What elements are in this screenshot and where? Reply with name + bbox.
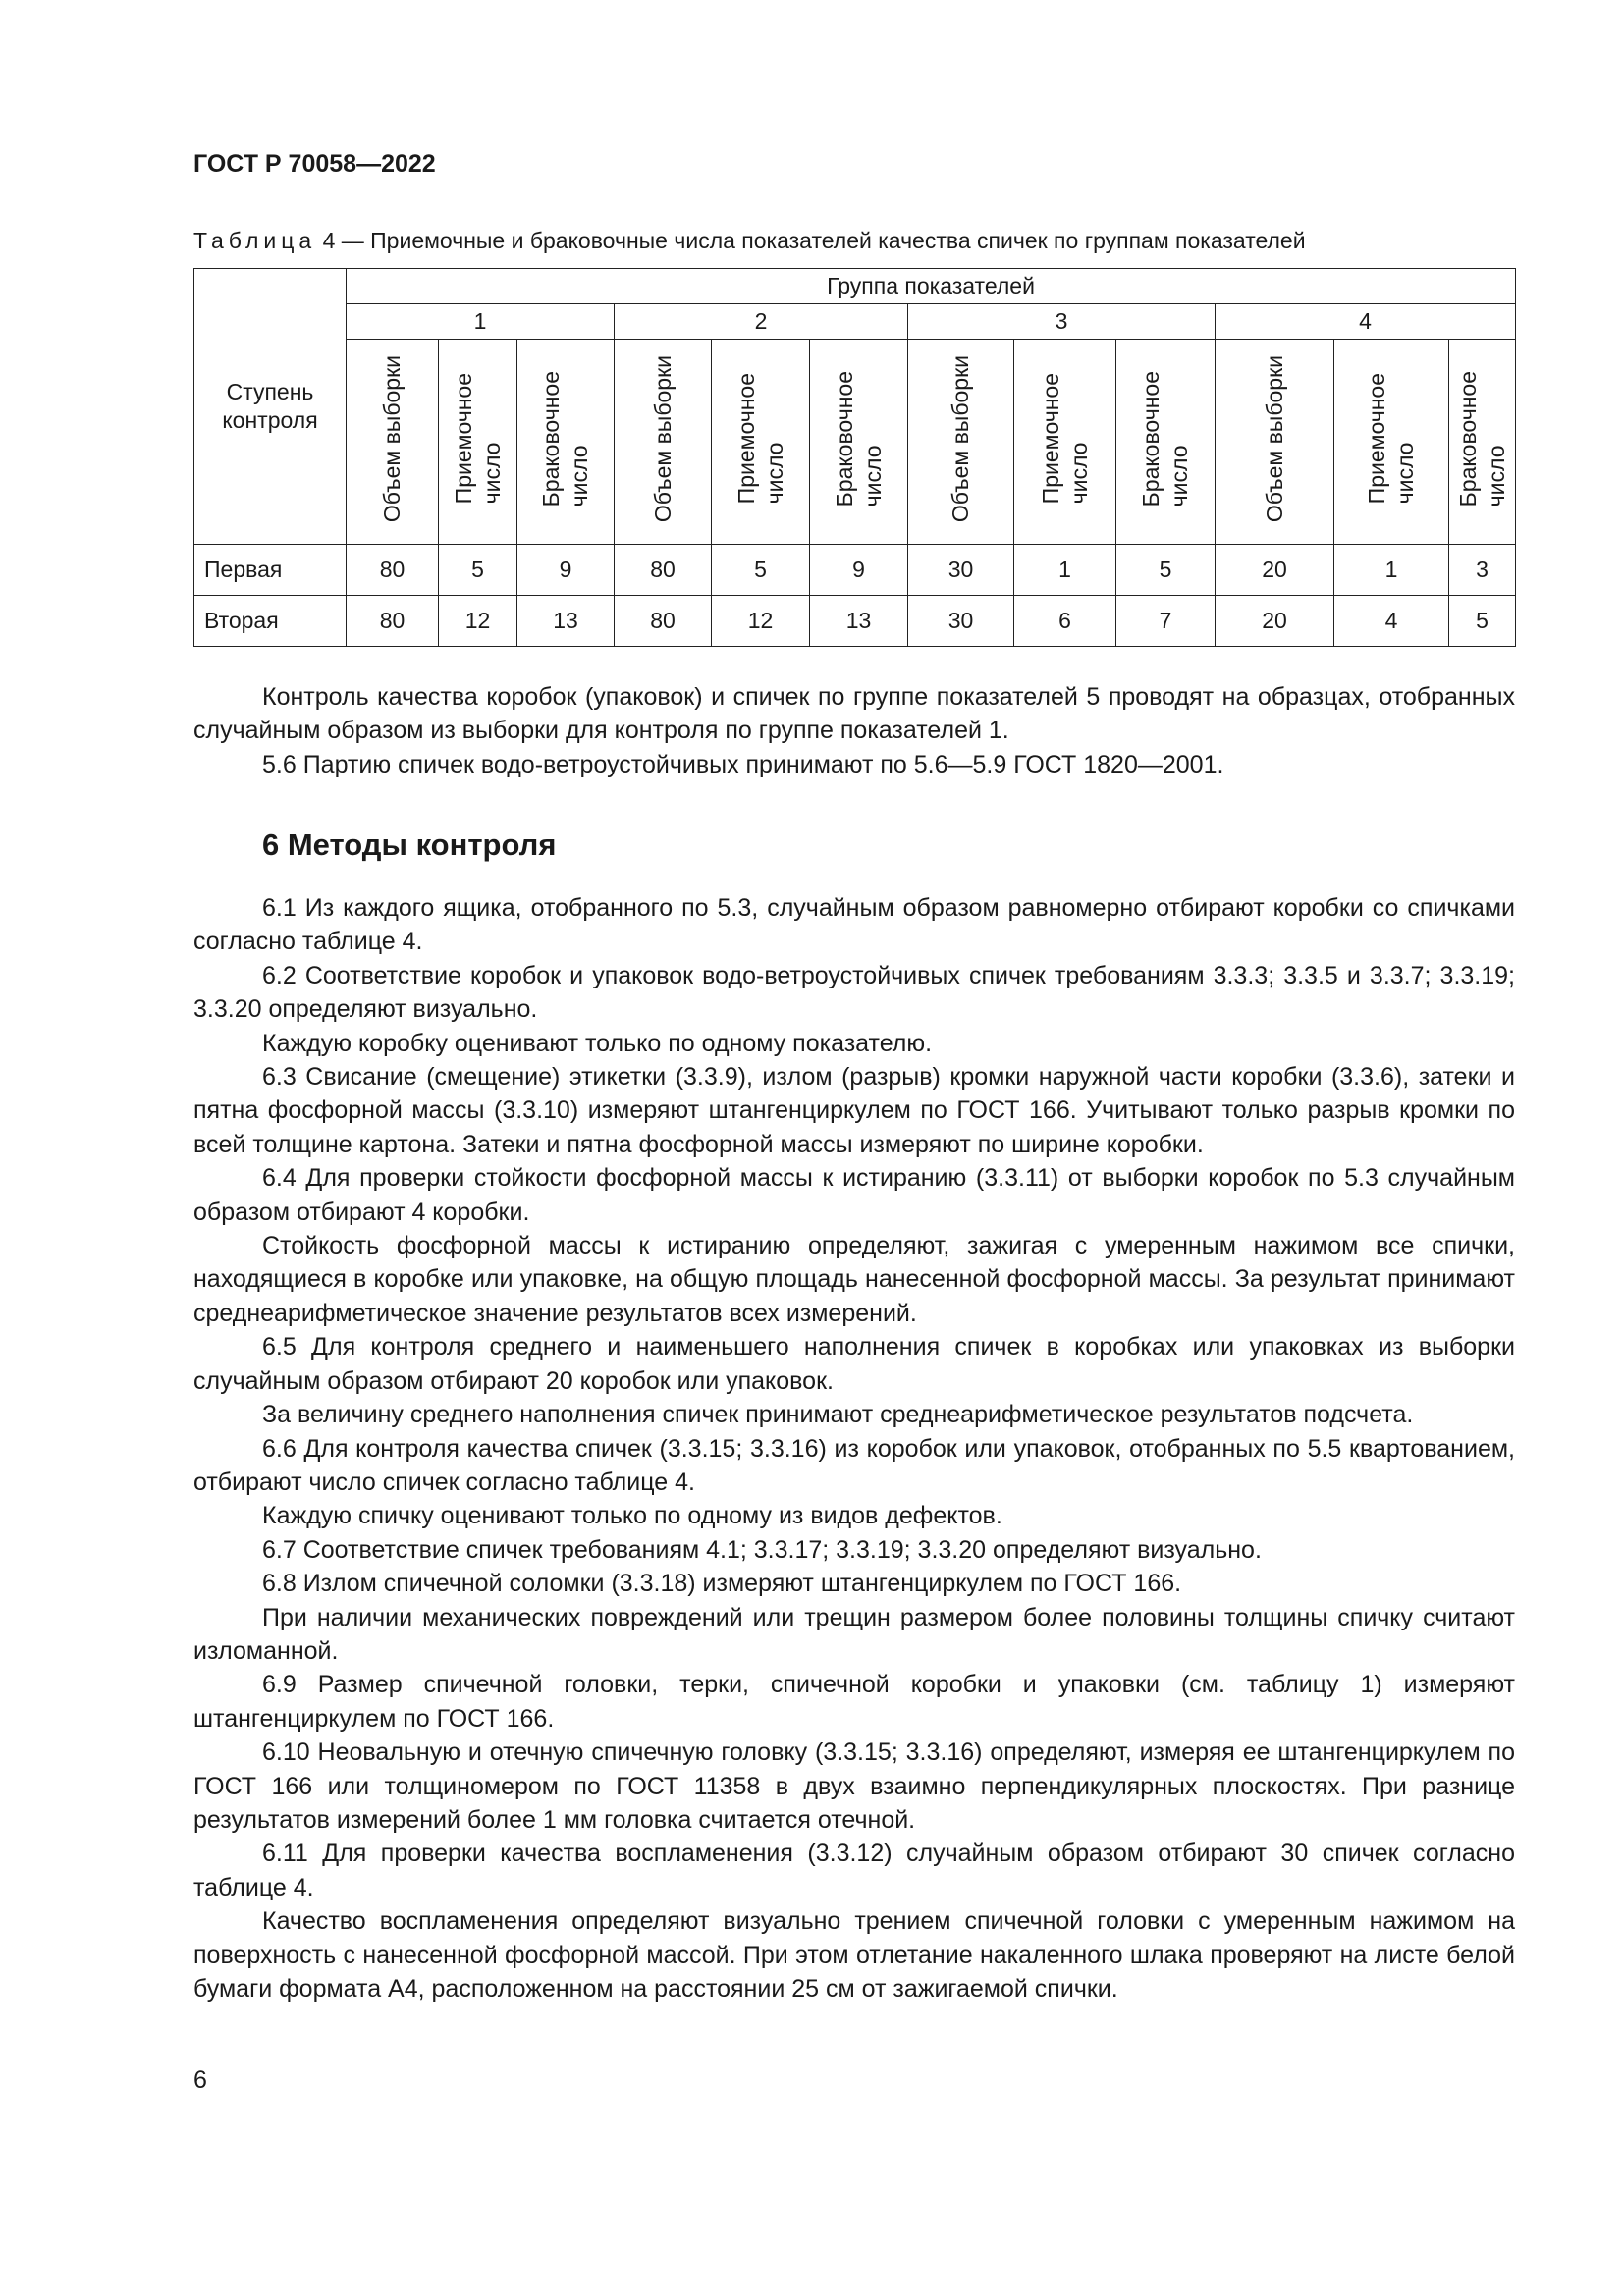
subheader-sample-size: Объем выборки — [1216, 340, 1334, 545]
table-cell: 6 — [1014, 596, 1116, 647]
subheader-rejection-number: Браковочное число — [517, 340, 615, 545]
table-cell: 1 — [1334, 545, 1449, 596]
paragraph: 6.3 Свисание (смещение) этикетки (3.3.9), излом (разрыв) кромки наружной части коробки (3.3.6), затеки и пятна фосфорной массы (3.3.10) измеряют штангенциркулем по ГОСТ 166. Учитывают только разрыв кромки по всей толщине картона. Затеки и пятна фосфорной массы измеряют по ширине коробки. — [193, 1063, 1515, 1158]
table-cell: 5 — [1116, 545, 1216, 596]
acceptance-numbers-table — [193, 268, 1516, 647]
paragraph: 6.5 Для контроля среднего и наименьшего наполнения спичек в коробках или упаковках из выборки случайным образом отбирают 20 коробок или упаковок. — [193, 1333, 1515, 1395]
table-cell: 4 — [1334, 596, 1449, 647]
table-caption-label: Таблица — [193, 228, 317, 253]
paragraph: Стойкость фосфорной массы к истиранию определяют, зажигая с умеренным нажимом все спички, находящиеся в коробке или упаковке, на общую площадь нанесенной фосфорной массы. За результат принимают среднеарифметическое значение результатов всех измерений. — [193, 1232, 1515, 1327]
paragraph: За величину среднего наполнения спичек принимают среднеарифметическое результатов подсчета. — [262, 1401, 1414, 1429]
table-cell: 13 — [517, 596, 615, 647]
subheader-rejection-number: Браковочное число — [810, 340, 908, 545]
table-row — [194, 596, 1516, 647]
text-block-after-table — [193, 680, 1515, 781]
table-cell: 20 — [1216, 596, 1334, 647]
table-cell: 5 — [1449, 596, 1516, 647]
paragraph: 6.4 Для проверки стойкости фосфорной массы к истиранию (3.3.11) от выборки коробок по 5.3 случайным образом отбирают 4 коробки. — [193, 1164, 1515, 1226]
table-cell: 7 — [1116, 596, 1216, 647]
table-cell: 3 — [1449, 545, 1516, 596]
table-cell: 12 — [712, 596, 810, 647]
table-cell: 9 — [517, 545, 615, 596]
paragraph: 5.6 Партию спичек водо-ветроустойчивых принимают по 5.6—5.9 ГОСТ 1820—2001. — [262, 750, 1224, 778]
table-cell: 20 — [1216, 545, 1334, 596]
group-number: 4 — [1216, 304, 1516, 340]
subheader-sample-size: Объем выборки — [615, 340, 712, 545]
subheader-acceptance-number: Приемочное число — [1014, 340, 1116, 545]
subheader-acceptance-number: Приемочное число — [712, 340, 810, 545]
table-caption — [193, 228, 1306, 254]
paragraph: 6.8 Излом спичечной соломки (3.3.18) измеряют штангенциркулем по ГОСТ 166. — [262, 1570, 1182, 1598]
paragraph: 6.11 Для проверки качества воспламенения (3.3.12) случайным образом отбирают 30 спичек согласно таблице 4. — [193, 1840, 1515, 1901]
row-label: Первая — [194, 545, 347, 596]
table-cell: 13 — [810, 596, 908, 647]
paragraph: 6.9 Размер спичечной головки, терки, спичечной коробки и упаковки (см. таблицу 1) измеряют штангенциркулем по ГОСТ 166. — [193, 1671, 1515, 1733]
table-row — [194, 545, 1516, 596]
table-cell: 1 — [1014, 545, 1116, 596]
stub-header: Ступень контроля — [194, 269, 347, 545]
subheader-sample-size: Объем выборки — [347, 340, 439, 545]
table-cell: 80 — [347, 596, 439, 647]
document-code-header: ГОСТ Р 70058—2022 — [193, 150, 436, 178]
table-cell: 5 — [712, 545, 810, 596]
paragraph: 6.1 Из каждого ящика, отобранного по 5.3, случайным образом равномерно отбирают коробки со спичками согласно таблице 4. — [193, 894, 1515, 956]
table-cell: 80 — [615, 545, 712, 596]
table-cell: 5 — [439, 545, 517, 596]
paragraph: Качество воспламенения определяют визуально трением спичечной головки с умеренным нажимом на поверхность с нанесенной фосфорной массой. При этом отлетание накаленного шлака проверяют на листе белой бумаги формата А4, расположенном на расстоянии 25 см от зажигаемой спички. — [193, 1907, 1515, 2002]
table-cell: 12 — [439, 596, 517, 647]
group-header: Группа показателей — [347, 269, 1516, 304]
group-number: 1 — [347, 304, 615, 340]
row-label: Вторая — [194, 596, 347, 647]
paragraph: 6.10 Неовальную и отечную спичечную головку (3.3.15; 3.3.16) определяют, измеряя ее штангенциркулем по ГОСТ 166 или толщиномером по ГОСТ 11358 в двух взаимно перпендикулярных плоскостях. При разнице результатов измерений более 1 мм головка считается отечной. — [193, 1738, 1515, 1834]
paragraph: Каждую спичку оценивают только по одному из видов дефектов. — [262, 1502, 1002, 1530]
subheader-acceptance-number: Приемочное число — [439, 340, 517, 545]
table-cell: 80 — [347, 545, 439, 596]
group-number: 3 — [908, 304, 1216, 340]
table-cell: 30 — [908, 596, 1014, 647]
section-body — [193, 891, 1515, 2005]
paragraph: Контроль качества коробок (упаковок) и спичек по группе показателей 5 проводят на образцах, отобранных случайным образом из выборки для контроля по группе показателей 1. — [193, 683, 1515, 745]
paragraph: При наличии механических повреждений или трещин размером более половины толщины спичку считают изломанной. — [193, 1603, 1515, 1665]
paragraph: Каждую коробку оценивают только по одному показателю. — [262, 1029, 933, 1057]
section-title: 6 Методы контроля — [262, 828, 557, 862]
subheader-acceptance-number: Приемочное число — [1334, 340, 1449, 545]
paragraph: 6.7 Соответствие спичек требованиям 4.1; 3.3.17; 3.3.19; 3.3.20 определяют визуально. — [262, 1535, 1262, 1564]
table-caption-text: 4 — Приемочные и браковочные числа показателей качества спичек по группам показателей — [322, 228, 1306, 253]
table-cell: 9 — [810, 545, 908, 596]
subheader-rejection-number: Браковочное число — [1116, 340, 1216, 545]
table-cell: 30 — [908, 545, 1014, 596]
subheader-sample-size: Объем выборки — [908, 340, 1014, 545]
paragraph: 6.2 Соответствие коробок и упаковок водо-ветроустойчивых спичек требованиям 3.3.3; 3.3.5 и 3.3.7; 3.3.19; 3.3.20 определяют визуально. — [193, 961, 1515, 1024]
group-number: 2 — [615, 304, 908, 340]
subheader-rejection-number: Браковочное число — [1449, 340, 1516, 545]
paragraph: 6.6 Для контроля качества спичек (3.3.15; 3.3.16) из коробок или упаковок, отобранных по 5.5 квартованием, отбирают число спичек согласно таблице 4. — [193, 1434, 1515, 1496]
page-number: 6 — [193, 2066, 207, 2094]
table-cell: 80 — [615, 596, 712, 647]
